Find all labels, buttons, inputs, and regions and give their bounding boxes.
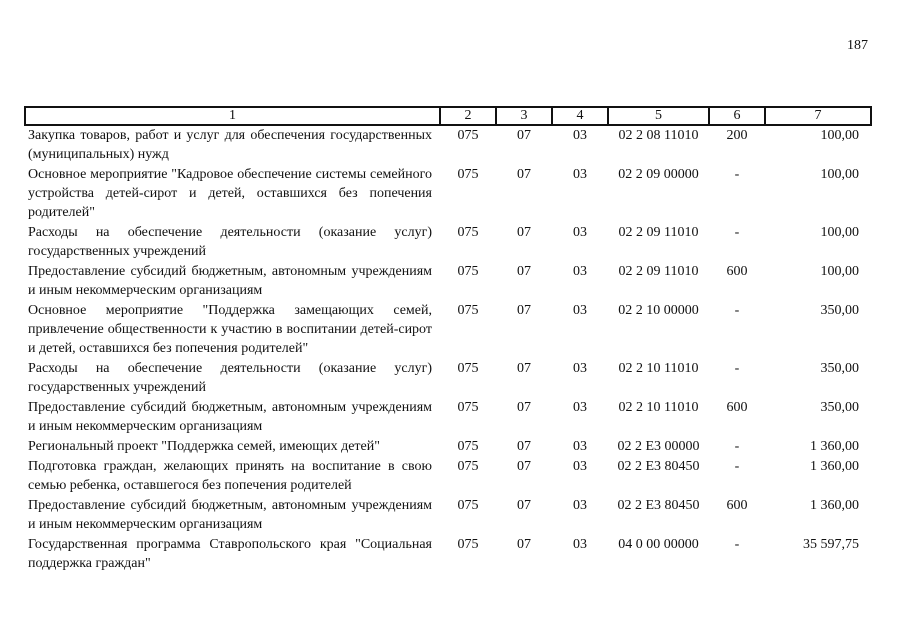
row-sum: 350,00 bbox=[820, 400, 859, 415]
row-csr: 02 2 10 00000 bbox=[618, 303, 699, 318]
table-row bbox=[25, 437, 871, 457]
row-pr: 03 bbox=[573, 459, 587, 474]
row-pr: 03 bbox=[573, 264, 587, 279]
row-gr: 075 bbox=[457, 537, 479, 552]
row-pr: 03 bbox=[573, 225, 587, 240]
row-csr: 02 2 E3 00000 bbox=[617, 439, 700, 454]
row-vr: - bbox=[734, 167, 740, 182]
row-gr: 075 bbox=[457, 361, 479, 376]
row-csr: 04 0 00 00000 bbox=[618, 537, 699, 552]
row-rz: 07 bbox=[517, 303, 531, 318]
row-pr: 03 bbox=[573, 128, 587, 143]
row-vr: - bbox=[734, 303, 740, 318]
row-name: Предоставление субсидий бюджетным, автономным учреждениям и иным некоммерческим организациям bbox=[28, 264, 432, 298]
row-rz: 07 bbox=[517, 498, 531, 513]
row-name: Подготовка граждан, желающих принять на воспитание в свою семью ребенка, оставшегося без попечения родителей bbox=[28, 459, 432, 493]
row-csr: 02 2 08 11010 bbox=[618, 128, 699, 143]
row-sum: 350,00 bbox=[820, 303, 859, 318]
row-name: Региональный проект "Поддержка семей, имеющих детей" bbox=[28, 439, 380, 454]
row-sum: 1 360,00 bbox=[810, 459, 859, 474]
row-vr: - bbox=[734, 439, 740, 454]
row-vr: - bbox=[734, 361, 740, 376]
row-gr: 075 bbox=[457, 303, 479, 318]
row-pr: 03 bbox=[573, 537, 587, 552]
table-row bbox=[25, 535, 871, 574]
row-sum: 100,00 bbox=[820, 128, 859, 143]
row-pr: 03 bbox=[573, 439, 587, 454]
row-rz: 07 bbox=[517, 264, 531, 279]
row-gr: 075 bbox=[457, 498, 479, 513]
row-name: Основное мероприятие "Кадровое обеспечение системы семейного устройства детей-сирот и детей, оставшихся без попечения родителей" bbox=[28, 167, 432, 220]
row-csr: 02 2 10 11010 bbox=[618, 400, 699, 415]
table-row bbox=[25, 359, 871, 398]
row-name: Государственная программа Ставропольского края "Социальная поддержка граждан" bbox=[28, 537, 432, 571]
row-csr: 02 2 09 11010 bbox=[618, 264, 699, 279]
table-row bbox=[25, 496, 871, 535]
col-header-7: 7 bbox=[765, 107, 871, 125]
row-gr: 075 bbox=[457, 439, 479, 454]
row-sum: 100,00 bbox=[820, 264, 859, 279]
col-header-5: 5 bbox=[608, 107, 709, 125]
row-sum: 100,00 bbox=[820, 167, 859, 182]
row-name: Основное мероприятие "Поддержка замещающих семей, привлечение общественности к участию в воспитании детей-сирот и детей, оставшихся без попечения родителей" bbox=[28, 303, 432, 356]
table-row bbox=[25, 398, 871, 437]
row-rz: 07 bbox=[517, 439, 531, 454]
row-sum: 1 360,00 bbox=[810, 498, 859, 513]
row-name: Предоставление субсидий бюджетным, автономным учреждениям и иным некоммерческим организациям bbox=[28, 498, 432, 532]
row-sum: 350,00 bbox=[820, 361, 859, 376]
row-sum: 35 597,75 bbox=[803, 537, 859, 552]
row-rz: 07 bbox=[517, 225, 531, 240]
header-row bbox=[25, 107, 871, 125]
row-gr: 075 bbox=[457, 128, 479, 143]
row-vr: 600 bbox=[726, 400, 748, 415]
row-pr: 03 bbox=[573, 361, 587, 376]
col-header-3: 3 bbox=[496, 107, 552, 125]
row-vr: 200 bbox=[726, 128, 748, 143]
row-rz: 07 bbox=[517, 400, 531, 415]
table-row bbox=[25, 457, 871, 496]
row-csr: 02 2 E3 80450 bbox=[617, 459, 700, 474]
row-pr: 03 bbox=[573, 303, 587, 318]
row-csr: 02 2 10 11010 bbox=[618, 361, 699, 376]
row-gr: 075 bbox=[457, 167, 479, 182]
row-name: Расходы на обеспечение деятельности (оказание услуг) государственных учреждений bbox=[28, 225, 432, 259]
row-rz: 07 bbox=[517, 128, 531, 143]
row-vr: - bbox=[734, 459, 740, 474]
row-rz: 07 bbox=[517, 167, 531, 182]
table-row bbox=[25, 125, 871, 165]
table-row bbox=[25, 262, 871, 301]
row-csr: 02 2 E3 80450 bbox=[617, 498, 700, 513]
row-rz: 07 bbox=[517, 361, 531, 376]
row-rz: 07 bbox=[517, 459, 531, 474]
col-header-6: 6 bbox=[709, 107, 765, 125]
table-row bbox=[25, 301, 871, 359]
table-row bbox=[25, 223, 871, 262]
row-rz: 07 bbox=[517, 537, 531, 552]
row-pr: 03 bbox=[573, 400, 587, 415]
col-header-2: 2 bbox=[440, 107, 496, 125]
row-sum: 100,00 bbox=[820, 225, 859, 240]
row-gr: 075 bbox=[457, 459, 479, 474]
row-vr: 600 bbox=[726, 498, 748, 513]
row-pr: 03 bbox=[573, 498, 587, 513]
row-name: Расходы на обеспечение деятельности (оказание услуг) государственных учреждений bbox=[28, 361, 432, 395]
row-vr: - bbox=[734, 225, 740, 240]
row-vr: 600 bbox=[726, 264, 748, 279]
row-name: Закупка товаров, работ и услуг для обеспечения государственных (муниципальных) нужд bbox=[28, 128, 432, 162]
row-sum: 1 360,00 bbox=[810, 439, 859, 454]
page-number: 187 bbox=[847, 38, 868, 53]
row-csr: 02 2 09 11010 bbox=[618, 225, 699, 240]
budget-table bbox=[24, 106, 872, 574]
col-header-4: 4 bbox=[552, 107, 608, 125]
table-row bbox=[25, 165, 871, 223]
row-name: Предоставление субсидий бюджетным, автономным учреждениям и иным некоммерческим организациям bbox=[28, 400, 432, 434]
row-vr: - bbox=[734, 537, 740, 552]
row-pr: 03 bbox=[573, 167, 587, 182]
row-gr: 075 bbox=[457, 264, 479, 279]
row-gr: 075 bbox=[457, 225, 479, 240]
row-gr: 075 bbox=[457, 400, 479, 415]
col-header-1: 1 bbox=[25, 107, 440, 125]
row-csr: 02 2 09 00000 bbox=[618, 167, 699, 182]
